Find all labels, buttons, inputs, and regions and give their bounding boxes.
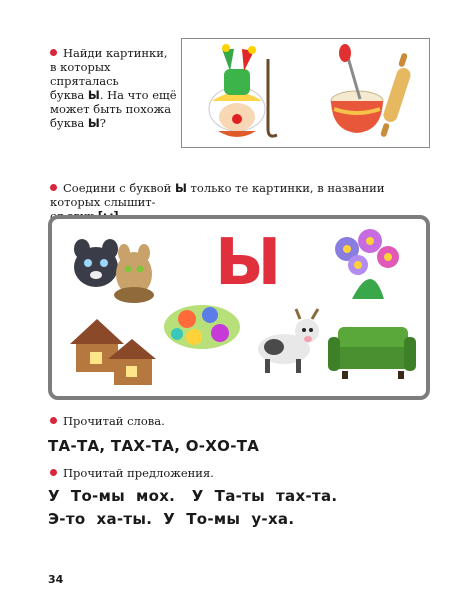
task1-illustrations (182, 39, 429, 147)
flowers-illustration (335, 229, 399, 299)
clown-illustration (209, 44, 277, 137)
task1-picture-frame (181, 38, 430, 148)
page-number: 34 (48, 573, 64, 586)
task2-illustrations (52, 219, 426, 396)
bullet-icon (50, 184, 57, 191)
task2-text: Соедини с буквой Ы только те картинки, в названии которых слышит- (50, 181, 385, 209)
houses-illustration (70, 319, 156, 385)
task3-text: Прочитай слова. (50, 414, 165, 428)
cats-illustration (74, 239, 154, 303)
task1-text: Найди картинки, в которых спряталась буква Ы. На что ещё может быть похожа буква Ы? (50, 46, 177, 130)
goat-illustration (258, 309, 319, 373)
task2-picture-frame (48, 215, 430, 400)
sofa-illustration (328, 327, 416, 379)
words-line: ТА-ТА, ТАХ-ТА, О-ХО-ТА (48, 437, 260, 455)
task4-text: Прочитай предложения. (50, 466, 214, 480)
sentence-line-2: Э-то ха-ты. У То-мы у-ха. (48, 510, 295, 528)
bullet-icon (50, 49, 57, 56)
candies-illustration (164, 305, 240, 349)
bullet-icon (50, 469, 57, 476)
bullet-icon (50, 417, 57, 424)
big-letter: Ы (215, 226, 280, 300)
sentence-line-1: У То-мы мох. У Та-ты тах-та. (48, 487, 338, 505)
bowl-illustration (331, 44, 412, 138)
letter-inline: Ы (87, 88, 100, 102)
